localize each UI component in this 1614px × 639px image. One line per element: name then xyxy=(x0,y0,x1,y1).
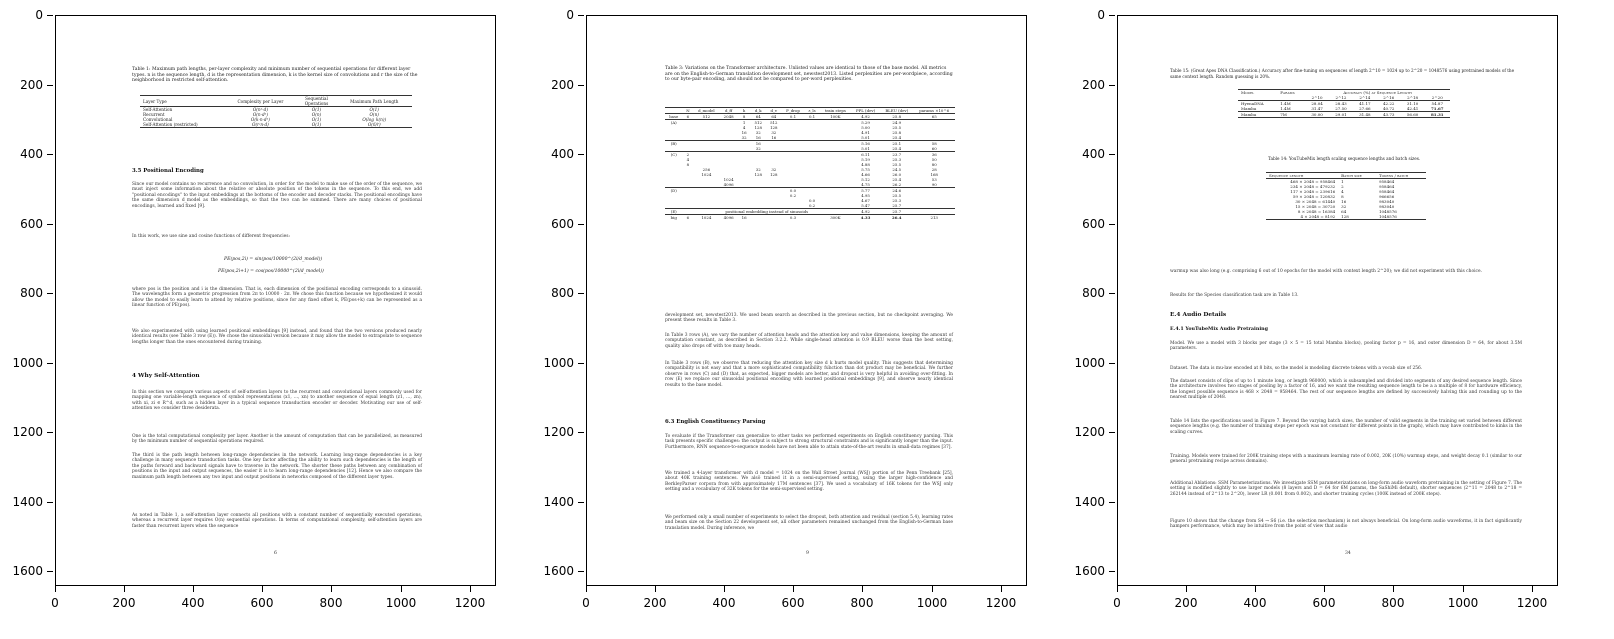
table-caption: Table 1: Maximum path lengths, per-layer complexity and minimum number of sequential operations for different layer types. n is the sequence length, d is the representation dimension, k is the kernel size of convolutions and r the size of the neighborhood in restricted self-attention. xyxy=(132,67,418,84)
table-row xyxy=(1238,112,1450,118)
x-tick-label: 1200 xyxy=(454,596,486,610)
table-cell: 0.1 xyxy=(789,114,797,119)
table-header: Maximum Path Length xyxy=(350,98,399,104)
table-cell: HyenaDNA xyxy=(1241,101,1264,106)
equation: PE(pos,2i) = sin(pos/10000^(2i/d_model)) xyxy=(224,257,323,262)
table-cell: 25.5 xyxy=(892,193,902,198)
table-cell: 29.01 xyxy=(1335,112,1347,117)
y-axis xyxy=(531,0,586,590)
table-cell: 25.7 xyxy=(892,203,902,208)
table-header: h xyxy=(742,108,746,113)
table-cell: 25.4 xyxy=(892,135,902,140)
table-cell: 2048 xyxy=(723,114,734,119)
table-cell: 31.48 xyxy=(1359,112,1371,117)
table-cell: 234 × 2048 = 479232 xyxy=(1290,184,1336,189)
table-cell: (C) xyxy=(670,152,677,157)
y-tick-label: 200 xyxy=(1082,78,1105,92)
table-cell: 28.43 xyxy=(1335,101,1347,106)
table-cell: 0.3 xyxy=(789,215,797,220)
table-header: Params xyxy=(1280,90,1295,95)
table-cell: 16 xyxy=(741,215,747,220)
y-tick-label: 1000 xyxy=(543,356,574,370)
page-number: 34 xyxy=(1345,551,1351,556)
table-cell: 32 xyxy=(755,130,761,135)
table-header: d_model xyxy=(698,108,715,113)
y-axis xyxy=(0,0,55,590)
paragraph: where pos is the position and i is the dimension. That is, each dimension of the positional encoding corresponds to a sinusoid. The wavelengths form a geometric progression from 2π to 10000 · 2π. We chose this function because we hypothesized it would allow the model to easily learn to attend by relative positions, since for any fixed offset k, PE(pos+k) can be represented as a linear function of PE(pos). xyxy=(132,287,422,309)
y-axis xyxy=(1062,0,1117,590)
table-cell: 0.2 xyxy=(789,193,797,198)
table-cell: 25.3 xyxy=(892,198,902,203)
table-header: d_ff xyxy=(725,108,733,113)
table-cell: 4.91 xyxy=(861,130,870,135)
table-cell: 71.67 xyxy=(1431,106,1444,111)
table-cell: 25.5 xyxy=(892,162,902,167)
table-header: params ×10^6 xyxy=(919,108,950,113)
table-cell: 30.00 xyxy=(1311,112,1323,117)
document-page xyxy=(55,15,496,586)
paragraph: In this work, we use sine and cosine functions of different frequencies: xyxy=(132,234,290,239)
youtubemix-table xyxy=(1266,172,1426,220)
table-header: Layer Type xyxy=(143,98,167,104)
y-tick-label: 0 xyxy=(566,8,574,22)
table-row xyxy=(665,215,955,221)
paragraph: In Table 3 rows (B), we observe that reducing the attention key size d_k hurts model quality. This suggests that determining compatibility is not easy and that a more sophisticated compatibility function than dot product may be beneficial. We further observe in rows (C) and (D) that, as expected, bigger models are better, and dropout is very helpful in avoiding over-fitting. In row (E) we replace our sinusoidal positional encoding with learned positional embeddings [9], and observe nearly identical results to the base model. xyxy=(665,361,953,388)
x-tick-label: 0 xyxy=(1113,596,1121,610)
table-cell: (A) xyxy=(670,120,677,125)
table-cell: 1.4M xyxy=(1280,101,1291,106)
table-cell: 6.11 xyxy=(861,152,870,157)
table-cell: 27.50 xyxy=(1335,106,1347,111)
table-cell: 4 xyxy=(742,125,746,130)
y-tick-label: 400 xyxy=(1082,147,1105,161)
table-cell: 128 xyxy=(770,125,778,130)
table-cell: 60 xyxy=(931,146,937,151)
table-cell: 4.67 xyxy=(861,198,870,203)
table-cell: 0.0 xyxy=(808,198,816,203)
table-cell: 1024 xyxy=(701,215,712,220)
table-cell: 8 × 2048 = 16384 xyxy=(1297,209,1336,214)
paragraph: The dataset consists of clips of up to 1 minute long, or length 960000, which is subsampled and divided into segments of any desired sequence length. Since the architecture involves two stages of pooling by a factor of 16, and we want the resulting sequence length to be a a multiple of 8 for hardware efficiency, the longest possible sequence is 468 × 2048 = 958464. The rest of our sequence lengths are defined by successively halving this and rounding up to the nearest multiple of 2048. xyxy=(1170,379,1522,401)
panel-page-34 xyxy=(1062,0,1582,639)
table-cell xyxy=(766,215,782,221)
x-tick-label: 600 xyxy=(1312,596,1336,610)
paragraph: As noted in Table 1, a self-attention layer connects all positions with a constant number of sequentially executed operations, whereas a recurrent layer requires O(n) sequential operations. In terms of computational complexity, self-attention layers are faster than recurrent layers when the sequence xyxy=(132,513,422,529)
table-cell: 16 xyxy=(755,135,761,140)
table-cell: 4096 xyxy=(723,182,734,187)
y-tick-label: 600 xyxy=(551,217,574,231)
table-cell: 213 xyxy=(930,215,938,220)
table-cell: 32 xyxy=(771,130,777,135)
table-cell: 59 × 2048 = 120832 xyxy=(1292,194,1336,199)
x-tick-label: 1000 xyxy=(1447,596,1479,610)
table-cell: 23.7 xyxy=(892,152,902,157)
y-tick-label: 1600 xyxy=(12,564,43,578)
y-tick-label: 400 xyxy=(20,147,43,161)
table-cell: 4.33 xyxy=(860,215,871,220)
table-cell: 65 xyxy=(931,114,937,119)
table-cell: (D) xyxy=(670,188,677,193)
section-heading: E.4 Audio Details xyxy=(1170,312,1227,318)
table-cell: 128 xyxy=(1341,214,1349,219)
table-cell: 128 xyxy=(754,172,762,177)
table-header: N xyxy=(686,108,690,113)
table-cell: 25.3 xyxy=(892,157,902,162)
paragraph: development set, newstest2013. We used beam search as described in the previous section, but no checkpoint averaging. We present these results in Table 3. xyxy=(665,313,953,324)
x-tick-label: 600 xyxy=(250,596,274,610)
table-cell: 958464 xyxy=(1378,184,1395,189)
great-apes-table xyxy=(1238,89,1450,118)
table-cell xyxy=(804,215,819,221)
table-cell: 1048576 xyxy=(1378,214,1397,219)
table-cell: 32 xyxy=(755,146,761,151)
table-cell: Mamba xyxy=(1241,112,1257,117)
x-tick-label: 800 xyxy=(1381,596,1405,610)
table-row xyxy=(1266,214,1426,220)
table-cell: 64 xyxy=(771,114,777,119)
table-cell: 5.77 xyxy=(861,188,870,193)
y-tick-label: 0 xyxy=(1097,8,1105,22)
y-tick-label: 0 xyxy=(35,8,43,22)
table-row: Self-Attention O(n²·d) O(1) O(1) xyxy=(143,107,379,112)
table-cell: 0.1 xyxy=(808,114,816,119)
table-cell: 512 xyxy=(702,114,711,119)
table-cell: 25.5 xyxy=(892,125,902,130)
y-tick-label: 1400 xyxy=(1074,495,1105,509)
table-header: train steps xyxy=(824,108,846,113)
table-cell: (E) xyxy=(670,209,677,214)
table-cell: 41.17 xyxy=(1359,101,1371,106)
table-cell: 1024 xyxy=(701,172,712,177)
table-cell: 2 xyxy=(686,152,690,157)
table-header: PPL (dev) xyxy=(856,108,876,113)
table-cell: 54.87 xyxy=(1431,101,1443,106)
table-cell: 0.0 xyxy=(789,188,797,193)
paragraph: The third is the path length between long-range dependencies in the network. Learning long-range dependencies is a key challenge in many sequence transduction tasks. One key factor affecting the ability to learn such dependencies is the length of the paths forward and backward signals have to traverse in the network. The shorter these paths between any combination of positions in the input and output sequences, the easier it is to learn long-range dependencies [12]. Hence we also compare the maximum path length between any two input and output positions in networks composed of the different layer types. xyxy=(132,453,422,480)
table-row: Recurrent O(n·d²) O(n) O(n) xyxy=(143,112,379,117)
y-tick-label: 1600 xyxy=(1074,564,1105,578)
x-tick-label: 400 xyxy=(1243,596,1267,610)
table-header: Complexity per Layer xyxy=(237,98,284,104)
y-tick-label: 1400 xyxy=(12,495,43,509)
table-cell: 4.92 xyxy=(861,209,870,214)
x-tick-label: 1000 xyxy=(385,596,417,610)
y-tick-label: 800 xyxy=(551,286,574,300)
table-cell: 5.47 xyxy=(861,203,870,208)
section-heading: 4 Why Self-Attention xyxy=(132,373,200,379)
complexity-table xyxy=(140,95,412,128)
table-cell: 1024 xyxy=(723,177,734,182)
paragraph: To evaluate if the Transformer can generalize to other tasks we performed experiments on English constituency parsing. This task presents specific challenges: the output is subject to strong structural constraints and is significantly longer than the input. Furthermore, RNN sequence-to-sequence models have not been able to attain state-of-the-art results in small-data regimes [37]. xyxy=(665,434,953,450)
table-header: Sequence length xyxy=(1269,173,1304,178)
table-cell: 64 xyxy=(1341,209,1347,214)
table-cell: 16 xyxy=(771,135,777,140)
page-number: 6 xyxy=(274,551,277,556)
table-cell: 4 xyxy=(1341,189,1344,194)
table-cell: positional embedding instead of sinusoids xyxy=(725,209,809,214)
x-tick-label: 800 xyxy=(319,596,343,610)
table-cell: 5.75 xyxy=(861,167,870,172)
document-page xyxy=(586,15,1027,586)
table-header: 2^18 xyxy=(1407,95,1419,100)
table-cell: 25.4 xyxy=(892,177,902,182)
table-header: Accuracy (%) at Sequence Length xyxy=(1343,90,1412,95)
table-cell: base xyxy=(669,114,679,119)
page-number: 9 xyxy=(806,551,809,556)
y-tick-label: 1400 xyxy=(543,495,574,509)
x-tick-label: 800 xyxy=(850,596,874,610)
x-tick-label: 600 xyxy=(781,596,805,610)
table-cell: 468 × 2048 = 958464 xyxy=(1290,179,1336,184)
table-cell: 983040 xyxy=(1378,204,1395,209)
table-header: BLEU (dev) xyxy=(885,108,909,113)
table-caption: Table 3: Variations on the Transformer architecture. Unlisted values are identical to those of the base model. All metrics are on the English-to-German translation development set, newstest2013. Listed perplexities are per-wordpiece, according to our byte-pair encoding, and should not be compared to per-word perplexities. xyxy=(665,66,953,83)
x-tick-label: 0 xyxy=(51,596,59,610)
table-header-row xyxy=(1266,173,1426,179)
table-cell: 4096 xyxy=(723,215,734,220)
table-cell: 100K xyxy=(830,114,841,119)
variations-table xyxy=(665,107,955,220)
subsection-heading: E.4.1 YouTubeMix Audio Pretraining xyxy=(1170,326,1268,332)
paragraph: warmup was also long (e.g. comprising 6 out of 10 epochs for the model with context length 2^20); we did not experiment with this choice. xyxy=(1170,269,1482,274)
y-tick-label: 800 xyxy=(20,286,43,300)
table-cell: 1 xyxy=(742,120,746,125)
table-cell: 7M xyxy=(1280,112,1287,117)
table-cell: 958464 xyxy=(1378,189,1395,194)
table-cell: 958464 xyxy=(1378,179,1395,184)
table-cell: 5.29 xyxy=(861,120,870,125)
y-tick-label: 400 xyxy=(551,147,574,161)
table-header: P_drop xyxy=(786,108,800,113)
table-cell: 53 xyxy=(931,177,937,182)
paragraph: Since our model contains no recurrence and no convolution, in order for the model to make use of the order of the sequence, we must inject some information about the relative or absolute position of the tokens in the sequence. To this end, we add "positional encodings" to the input embeddings at the bottoms of the encoder and decoder stacks. The positional encodings have the same dimension d_model as the embeddings, so that the two can be summed. There are many choices of positional encodings, learned and fixed [9]. xyxy=(132,182,422,209)
x-tick-label: 200 xyxy=(112,596,136,610)
paragraph: We also experimented with using learned positional embeddings [9] instead, and found that the two versions produced nearly identical results (see Table 3 row (E)). We chose the sinusoidal version because it may allow the model to extrapolate to sequence lengths longer than the ones encountered during training. xyxy=(132,329,422,345)
table-cell: 42.22 xyxy=(1383,101,1395,106)
table-cell: 300K xyxy=(830,215,841,220)
table-cell: 5.12 xyxy=(861,177,870,182)
y-tick-label: 200 xyxy=(20,78,43,92)
table-cell: 24.5 xyxy=(892,167,902,172)
equation: PE(pos,2i+1) = cos(pos/10000^(2i/d_model)) xyxy=(218,269,324,274)
x-tick-label: 200 xyxy=(643,596,667,610)
paragraph: We performed only a small number of experiments to select the dropout, both attention and residual (section 5.4), learning rates and beam size on the Section 22 development set, all other parameters remained unchanged from the English-to-German base translation model. During inference, we xyxy=(665,515,953,531)
table-cell: 5.01 xyxy=(861,146,870,151)
paragraph: Additional Ablations: SSM Parameterizations. We investigate SSM parameterizations on long-form audio waveform pretraining in the setting of Figure 7. The setting is modified slightly to use larger models (8 layers and D = 64 for 6M params, the SaShiMi default), shorter sequences (2^11 = 2048 to 2^18 = 262144 instead of 2^13 to 2^20), lower LR (0.001 from 0.002), and shorter training cycles (100K instead of 200K steps). xyxy=(1170,481,1522,497)
y-tick-label: 1200 xyxy=(543,425,574,439)
table-cell: 16 xyxy=(741,130,747,135)
paragraph: In Table 3 rows (A), we vary the number of attention heads and the attention key and value dimensions, keeping the amount of computation constant, as described in Section 3.2.2. While single-head attention is 0.9 BLEU worse than the best setting, quality also drops off with too many heads. xyxy=(665,333,953,349)
table-caption: Table 15: (Great Apes DNA Classification.) Accuracy after fine-tuning on sequences of length 2^10 = 1024 up to 2^20 = 1048576 using pretrained models of the same context length. Random guessing is 20%. xyxy=(1170,68,1515,79)
table-cell: 966656 xyxy=(1378,194,1395,199)
y-tick-label: 600 xyxy=(1082,217,1105,231)
table-cell: 983040 xyxy=(1378,199,1395,204)
table-cell: 25.8 xyxy=(892,130,902,135)
table-header: 2^14 xyxy=(1359,95,1371,100)
table-header: Sequential Operations xyxy=(304,96,329,106)
y-tick-label: 1000 xyxy=(1074,356,1105,370)
table-cell: 31.47 xyxy=(1311,106,1323,111)
table-cell: 24.6 xyxy=(892,188,902,193)
table-cell: 28.04 xyxy=(1311,101,1323,106)
table-caption: Table 14: YouTubeMix length scaling sequence lengths and batch sizes. xyxy=(1268,156,1421,161)
table-cell: 24.9 xyxy=(892,120,902,125)
table-header: Model xyxy=(1241,90,1255,95)
table-cell: 4 × 2048 = 8192 xyxy=(1300,214,1336,219)
y-tick-label: 1000 xyxy=(12,356,43,370)
paragraph: Figure 10 shows that the change from S4 → S6 (i.e. the selection mechanism) is not always beneficial. On long-form audio waveforms, it in fact significantly hampers performance, which may be intuitive from the point of view that audio xyxy=(1170,519,1522,530)
table-cell: 4.66 xyxy=(861,172,870,177)
table-cell: 1 xyxy=(1341,179,1344,184)
table-cell: 36 xyxy=(931,152,937,157)
table-cell: 30 × 2048 = 61440 xyxy=(1295,199,1336,204)
paragraph: In this section we compare various aspects of self-attention layers to the recurrent and convolutional layers commonly used for mapping one variable-length sequence of symbol representations (x1, ..., xn) to another sequence of equal length (z1, ..., zn), with xi, zi ∈ R^d, such as a hidden layer in a typical sequence transduction encoder or decoder. Motivating our use of self-attention we consider three desiderata. xyxy=(132,390,422,412)
table-cell: 117 × 2048 = 239616 xyxy=(1290,189,1336,194)
table-header: d_k xyxy=(754,108,762,113)
table-cell: 1048576 xyxy=(1378,209,1397,214)
table-header: 2^16 xyxy=(1383,95,1395,100)
x-tick-label: 400 xyxy=(181,596,205,610)
table-cell: 32 xyxy=(771,167,777,172)
y-tick-label: 1200 xyxy=(1074,425,1105,439)
paragraph: We trained a 4-layer transformer with d_model = 1024 on the Wall Street Journal (WSJ) portion of the Penn Treebank [25], about 40K training sentences. We also trained it in a semi-supervised setting, using the larger high-confidence and BerkleyParser corpora from with approximately 17M sentences [37]. We used a vocabulary of 16K tokens for the WSJ only setting and a vocabulary of 32K tokens for the semi-supervised setting. xyxy=(665,471,953,493)
y-tick-label: 800 xyxy=(1082,286,1105,300)
table-header: Tokens / batch xyxy=(1378,173,1409,178)
document-page xyxy=(1117,15,1558,586)
table-cell: 42.41 xyxy=(1406,106,1419,111)
table-cell: 80 xyxy=(931,162,937,167)
table-header: ε_ls xyxy=(808,108,816,113)
panel-page-9 xyxy=(531,0,1051,639)
y-tick-label: 1600 xyxy=(543,564,574,578)
table-cell: 512 xyxy=(754,120,762,125)
y-tick-label: 600 xyxy=(20,217,43,231)
table-cell: 1.4M xyxy=(1280,106,1291,111)
paragraph: Dataset. The data is mu-law encoded at 8 bits, so the model is modeling discrete tokens with a vocab size of 256. xyxy=(1170,366,1423,371)
table-cell: 128 xyxy=(754,125,762,130)
table-header: 2^20 xyxy=(1431,95,1443,100)
table-cell: 168 xyxy=(930,172,938,177)
table-cell: 128 xyxy=(770,172,778,177)
table-cell: 0.2 xyxy=(808,203,816,208)
table-cell: 8 xyxy=(686,162,690,167)
table-cell: 32 xyxy=(755,167,761,172)
table-cell: 4.92 xyxy=(861,114,870,119)
table-cell: 6 xyxy=(686,114,690,119)
table-cell: 16 xyxy=(755,141,761,146)
table-cell: 56.60 xyxy=(1406,112,1419,117)
y-tick-label: 1200 xyxy=(12,425,43,439)
table-cell: 40.72 xyxy=(1383,106,1395,111)
table-cell: 81.31 xyxy=(1431,112,1444,117)
panel-page-6 xyxy=(0,0,520,639)
table-cell: 90 xyxy=(931,182,937,187)
table-cell: 4.75 xyxy=(861,182,870,187)
table-cell: 26.0 xyxy=(892,172,902,177)
table-cell: 32 xyxy=(741,135,747,140)
table-cell: 4 xyxy=(686,157,690,162)
table-cell: big xyxy=(670,215,677,220)
table-cell: 5.01 xyxy=(861,135,870,140)
table-cell: 31.10 xyxy=(1406,101,1419,106)
x-tick-label: 400 xyxy=(712,596,736,610)
table-cell: 64 xyxy=(755,114,761,119)
y-tick-label: 200 xyxy=(551,78,574,92)
table-cell xyxy=(750,215,766,221)
table-cell: 8 xyxy=(1341,194,1344,199)
table-cell: 512 xyxy=(770,120,778,125)
table-header: 2^10 xyxy=(1311,95,1323,100)
table-row: Self-Attention (restricted) O(r·n·d) O(1) O(n/r) xyxy=(140,122,412,128)
table-cell: 28 xyxy=(931,167,937,172)
table-cell: 58 xyxy=(931,141,937,146)
table-cell: 25.8 xyxy=(892,114,902,119)
paragraph: Model. We use a model with 3 blocks per stage (3 × 5 = 15 total Mamba blocks), pooling factor p = 16, and outer dimension D = 64, for about 3.5M parameters. xyxy=(1170,341,1522,352)
x-tick-label: 200 xyxy=(1174,596,1198,610)
table-header: 2^12 xyxy=(1335,95,1347,100)
table-cell: 15 × 2048 = 30720 xyxy=(1295,204,1336,209)
table-cell: 27.66 xyxy=(1359,106,1371,111)
table-cell: 50 xyxy=(931,157,937,162)
x-tick-label: 1200 xyxy=(1516,596,1548,610)
table-cell: Mamba xyxy=(1241,106,1257,111)
table-cell: 25.1 xyxy=(892,141,902,146)
table-cell: 4.88 xyxy=(861,162,870,167)
section-heading: 3.5 Positional Encoding xyxy=(132,168,204,174)
section-heading: 6.3 English Constituency Parsing xyxy=(665,419,766,425)
x-tick-label: 1200 xyxy=(985,596,1017,610)
table-cell: 5.16 xyxy=(861,141,870,146)
table-cell: 16 xyxy=(1341,199,1347,204)
table-cell: (B) xyxy=(670,141,677,146)
table-cell: 5.19 xyxy=(861,157,870,162)
table-header: Batch size xyxy=(1341,173,1362,178)
table-cell: 25.4 xyxy=(892,146,902,151)
table-cell: 4.95 xyxy=(861,193,870,198)
table-cell: 2 xyxy=(1341,184,1344,189)
table-header: d_v xyxy=(770,108,778,113)
table-cell: 32 xyxy=(1341,204,1347,209)
table-cell: 25.7 xyxy=(892,209,902,214)
table-cell: 5.00 xyxy=(861,125,870,130)
table-cell: 6 xyxy=(686,215,690,220)
table-cell: 26.2 xyxy=(892,182,902,187)
table-cell: 43.73 xyxy=(1383,112,1395,117)
x-tick-label: 0 xyxy=(582,596,590,610)
table-cell: 8 xyxy=(742,114,746,119)
paragraph: One is the total computational complexity per layer. Another is the amount of computation that can be parallelized, as measured by the minimum number of sequential operations required. xyxy=(132,434,422,445)
table-row: Convolutional O(k·n·d²) O(1) O(log_k(n)) xyxy=(143,117,387,122)
paragraph: Training. Models were trained for 200K training steps with a maximum learning rate of 0.002, 20K (10%) warmup steps, and weight decay 0.1 (similar to our general pretraining recipe across domains). xyxy=(1170,454,1522,465)
paragraph: Table 14 lists the specifications used in Figure 7. Beyond the varying batch sizes, the number of valid segments in the training set varied between different sequence lengths (e.g. the number of training steps per epoch was not constant for different points in the graph), which may have contributed to kinks in the scaling curves. xyxy=(1170,419,1522,435)
paragraph: Results for the Species classification task are in Table 13. xyxy=(1170,293,1299,298)
x-tick-label: 1000 xyxy=(916,596,948,610)
table-cell: 256 xyxy=(702,167,711,172)
table-cell: 26.4 xyxy=(892,215,902,220)
